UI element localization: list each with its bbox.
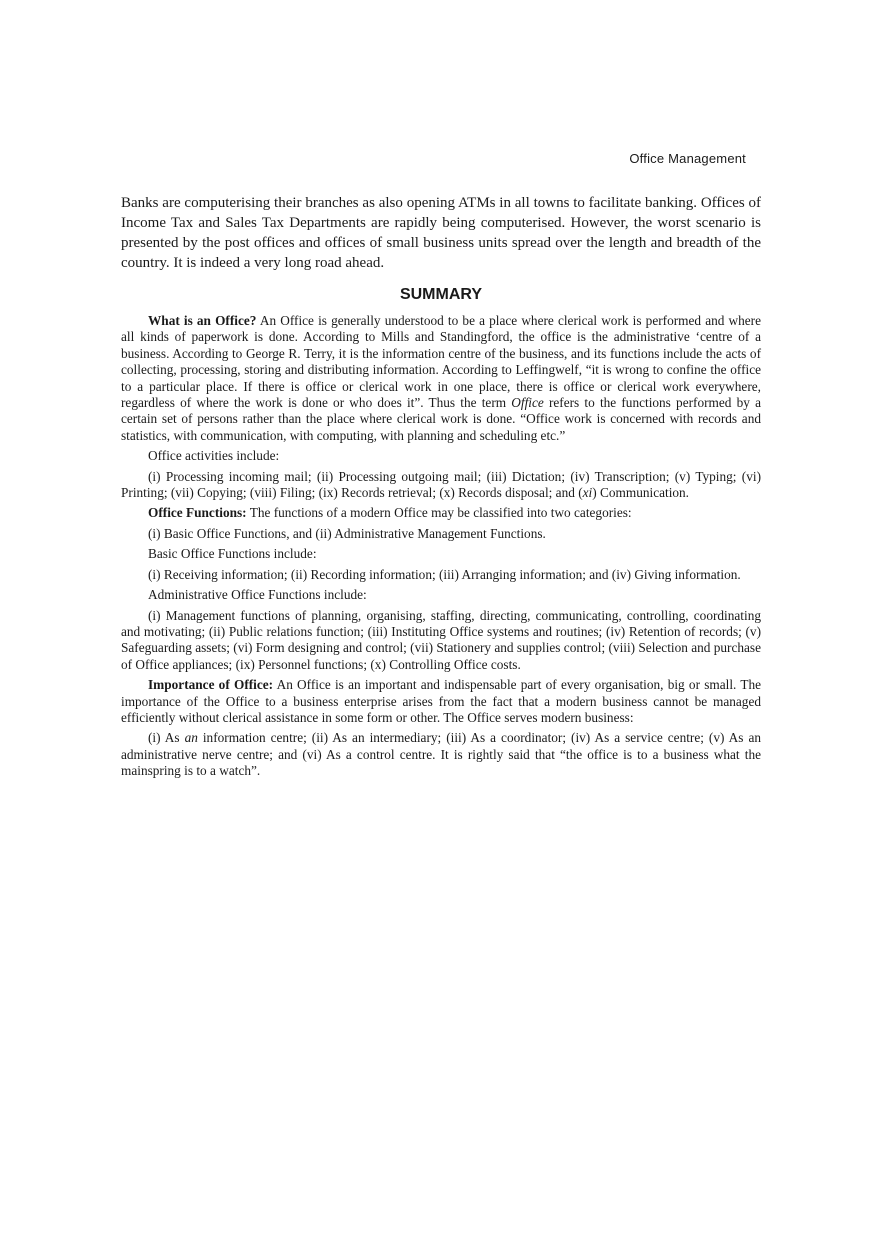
- what-is-office-lead: What is an Office?: [148, 313, 257, 328]
- basic-functions-list: (i) Receiving information; (ii) Recording information; (iii) Arranging information; and (iv) Giving information.: [148, 566, 741, 582]
- serves-list-an: an: [184, 730, 198, 746]
- activities-list-b: ) Communication.: [592, 485, 690, 501]
- summary-heading: SUMMARY: [399, 286, 483, 303]
- functions-paragraph: [121, 505, 761, 521]
- admin-functions-list: (i) Management functions of planning, organising, staffing, directing, communicating, controlling, coordinating and motivating; (ii) Public relations function; (iii) Instituting Office systems and routines; (iv) Retention of records; (v) Safeguarding assets; (vi) Form designing and control; (vii) Stationery and supplies control; (viii) Selection and purchase of Office appliances; (ix) Personnel functions; (x) Controlling Office costs.: [121, 607, 761, 672]
- intro-paragraph: Banks are computerising their branches as also opening ATMs in all towns to facilitate banking. Offices of Income Tax and Sales Tax Departments are rapidly being computerised. However, the worst scenario is presented by the post offices and offices of small business units spread over the length and breadth of the country. It is indeed a very long road ahead.: [121, 195, 761, 271]
- basic-functions-intro: Basic Office Functions include:: [148, 546, 317, 562]
- serves-list-a: (i) As: [148, 730, 185, 746]
- summary-section: [121, 313, 761, 784]
- running-head: Office Management: [629, 151, 746, 166]
- intro-section: [121, 193, 761, 273]
- activities-list-xi: xi: [582, 485, 593, 501]
- activities-intro: Office activities include:: [148, 448, 280, 464]
- serves-list-b: information centre; (ii) As an intermediary; (iii) As a coordinator; (iv) As a service centre; (v) As an administrative nerve centre; and (vi) As a control centre. It is rightly said that “the office is to a business what the mainspring is to a watch”.: [121, 730, 761, 779]
- what-is-office-text-b: refers to the functions performed by a certain set of persons rather than the place where clerical work is done. “Office work is concerned with records and statistics, with communication, with computing, with planning and scheduling etc.”: [121, 395, 761, 443]
- what-is-office-paragraph: [121, 313, 761, 444]
- function-categories: (i) Basic Office Functions, and (ii) Administrative Management Functions.: [148, 525, 546, 541]
- functions-text: The functions of a modern Office may be classified into two categories:: [246, 505, 632, 521]
- importance-paragraph: [121, 677, 761, 726]
- serves-list: [121, 730, 761, 779]
- activities-list: [121, 469, 761, 502]
- what-is-office-text-a: An Office is generally understood to be a place where clerical work is performed and where all kinds of paperwork is done. According to Mills and Standingford, the office is the administrative ‘centre of a business. According to George R. Terry, it is the information centre of the business, and its functions include the acts of collecting, processing, storing and distributing information. According to Leffingwelf, “it is wrong to confine the office to a particular place. If there is office or clerical work in one place, there is office or clerical work everywhere, regardless of where the work is done or who does it”. Thus the term: [121, 313, 762, 411]
- admin-functions-intro: Administrative Office Functions include:: [148, 587, 367, 603]
- importance-text: An Office is an important and indispensable part of every organisation, big or small. The importance of the Office to a business enterprise arises from the fact that a modern business cannot be managed efficiently without clerical assistance in some form or other. The Office serves modern business:: [121, 677, 761, 725]
- importance-lead: Importance of Office:: [148, 677, 274, 693]
- activities-list-a: (i) Processing incoming mail; (ii) Processing outgoing mail; (iii) Dictation; (iv) Transcription; (v) Typing; (vi) Printing; (vii) Copying; (viii) Filing; (ix) Records retrieval; (x) Records disposal; and (: [121, 468, 761, 501]
- functions-lead: Office Functions:: [148, 505, 247, 521]
- office-term: Office: [511, 395, 544, 411]
